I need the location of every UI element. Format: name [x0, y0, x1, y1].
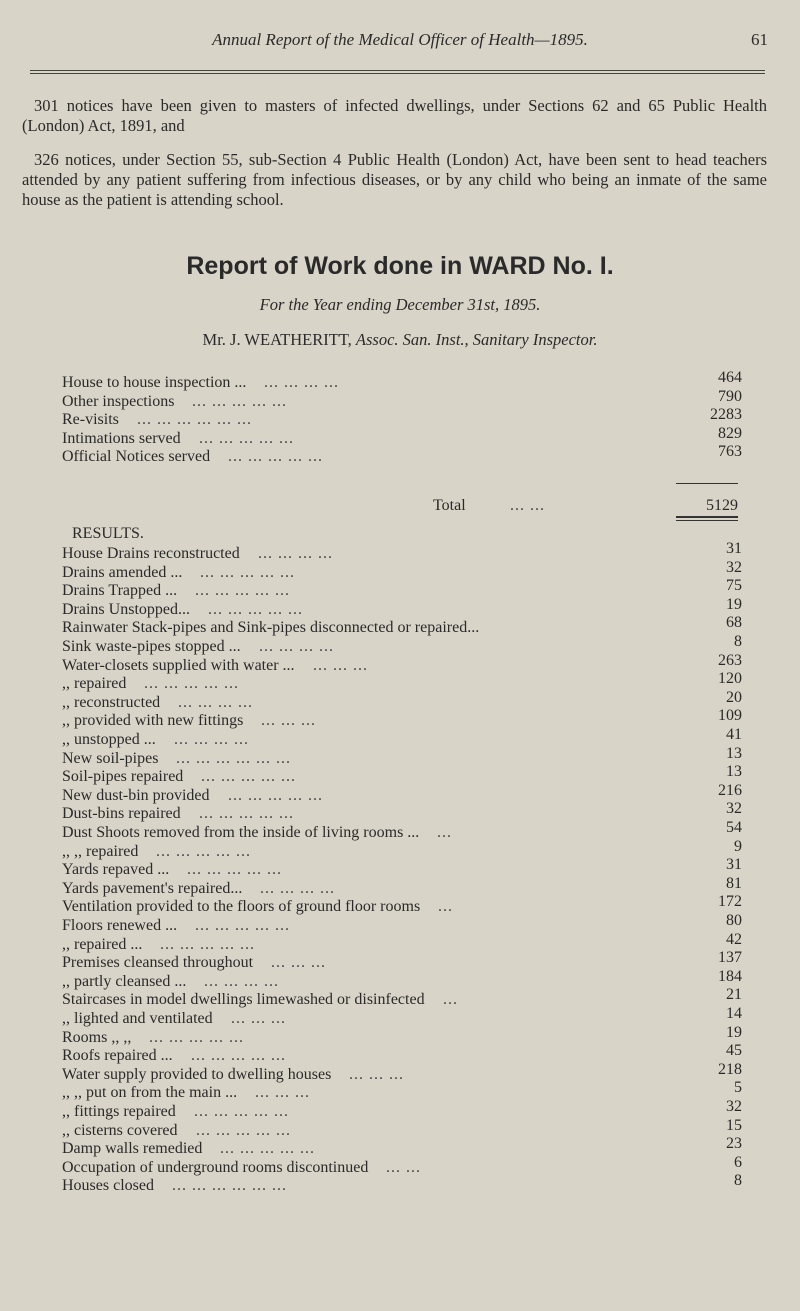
- row-dots: ... ... ... ... ...: [228, 786, 323, 804]
- row-label: ,, repaired ...: [62, 935, 143, 953]
- row-dots: ... ...: [386, 1158, 421, 1176]
- table-row: [62, 1042, 742, 1067]
- row-dots: ... ... ... ...: [174, 731, 249, 748]
- row-value: 790: [718, 387, 742, 405]
- row-value: 5: [734, 1079, 742, 1097]
- row-value: 19: [726, 1023, 742, 1041]
- row-label: Ventilation provided to the floors of ground floor rooms: [62, 898, 421, 916]
- row-label: Dust-bins repaired: [62, 805, 181, 823]
- row-dots: ... ... ...: [349, 1065, 404, 1083]
- table-row: [62, 986, 742, 1011]
- table-row: [62, 1116, 742, 1142]
- row-dots: ... ... ... ... ...: [228, 448, 323, 465]
- table-row: [62, 424, 742, 450]
- row-dots: ... ... ...: [255, 1084, 310, 1102]
- row-dots: ... ... ... ... ...: [208, 600, 303, 618]
- row-dots: ... ... ... ... ...: [199, 805, 294, 823]
- row-value: 20: [726, 688, 742, 706]
- row-value: 6: [734, 1153, 742, 1171]
- row-label: Yards pavement's repaired...: [62, 879, 243, 897]
- row-value: 19: [726, 595, 742, 613]
- row-dots: ... ... ... ...: [178, 693, 253, 711]
- row-dots: ... ... ... ... ... ...: [172, 1177, 287, 1195]
- running-title: Annual Report of the Medical Officer of Health—1895.: [212, 30, 588, 49]
- row-dots: ... ... ... ... ...: [192, 392, 287, 410]
- row-dots: ... ... ... ... ...: [195, 917, 290, 934]
- table-row: [62, 837, 742, 863]
- table-row: [62, 893, 742, 918]
- row-value: 464: [718, 369, 742, 386]
- row-value: 54: [726, 819, 742, 836]
- row-value: 829: [718, 424, 742, 442]
- row-dots: ... ... ... ... ...: [149, 1028, 244, 1046]
- row-label: ,, provided with new fittings: [62, 712, 244, 730]
- row-label: Rooms ,, ,,: [62, 1028, 132, 1046]
- row-label: Official Notices served: [62, 448, 211, 465]
- total-rule: [676, 483, 738, 484]
- row-label: ,, lighted and ventilated: [62, 1010, 213, 1027]
- row-value: 31: [726, 856, 742, 874]
- table-row: [62, 1098, 742, 1123]
- row-label: Drains Unstopped...: [62, 600, 190, 618]
- report-subtitle: For the Year ending December 31st, 1895.: [259, 295, 541, 314]
- inspector-line: [0, 330, 800, 350]
- page-header: [0, 30, 800, 54]
- row-dots: ... ... ...: [271, 954, 326, 972]
- row-value: 80: [726, 912, 742, 929]
- row-label: Water-closets supplied with water ...: [62, 656, 295, 674]
- table-row: [62, 912, 742, 937]
- row-label: ,, ,, repaired: [62, 842, 139, 860]
- row-value: 32: [726, 1098, 742, 1115]
- row-label: Staircases in model dwellings limewashed or disinfected: [62, 991, 425, 1009]
- row-label: Rainwater Stack-pipes and Sink-pipes disconnected or repaired...: [62, 619, 480, 637]
- table-row: [62, 633, 742, 658]
- row-value: 41: [726, 726, 742, 743]
- row-value: 68: [726, 614, 742, 632]
- table-row: [62, 819, 742, 844]
- row-dots: ... ... ... ... ...: [194, 1103, 289, 1120]
- row-value: 184: [718, 967, 742, 985]
- row-label: ,, unstopped ...: [62, 731, 156, 748]
- row-label: Floors renewed ...: [62, 917, 178, 934]
- row-value: 763: [718, 443, 742, 460]
- row-value: 109: [718, 707, 742, 725]
- table-row: [62, 856, 742, 881]
- row-value: 15: [726, 1116, 742, 1134]
- row-dots: ... ... ... ... ...: [160, 935, 255, 953]
- table-row: [62, 1060, 742, 1086]
- table-row: [62, 1079, 742, 1104]
- row-value: 75: [726, 577, 742, 595]
- row-value: 14: [726, 1005, 742, 1022]
- row-value: 216: [718, 781, 742, 799]
- row-value: 32: [726, 558, 742, 576]
- row-label: Damp walls remedied: [62, 1140, 203, 1158]
- row-value: 120: [718, 670, 742, 688]
- row-label: Premises cleansed throughout: [62, 954, 254, 972]
- table-row: [62, 387, 742, 413]
- table-row: [62, 781, 742, 807]
- table-row: [62, 670, 742, 695]
- table-row: [62, 1005, 742, 1030]
- row-label: ,, cisterns covered: [62, 1121, 178, 1139]
- inspector-name: Mr. J. WEATHERITT,: [202, 330, 352, 349]
- total-label: Total: [433, 497, 466, 514]
- row-dots: ... ... ... ... ...: [201, 768, 296, 786]
- row-value: 137: [718, 949, 742, 967]
- table-row: [62, 1135, 742, 1160]
- row-label: Yards repaved ...: [62, 861, 170, 879]
- row-value: 31: [726, 540, 742, 557]
- row-value: 81: [726, 874, 742, 892]
- row-dots: ... ... ...: [313, 656, 368, 674]
- row-dots: ...: [438, 898, 453, 916]
- row-dots: ... ... ...: [231, 1010, 286, 1027]
- row-label: ,, partly cleansed ...: [62, 972, 187, 990]
- table-row: [62, 707, 742, 732]
- row-dots: ... ... ... ... ...: [195, 582, 290, 600]
- table-row: [62, 1172, 742, 1197]
- row-dots: ... ... ... ...: [204, 972, 279, 990]
- table-row: [62, 688, 742, 714]
- row-label: Sink waste-pipes stopped ...: [62, 638, 241, 655]
- report-title: Report of Work done in WARD No. I.: [186, 252, 614, 280]
- total-rule: [676, 520, 738, 521]
- row-label: Re-visits: [62, 411, 119, 428]
- row-label: ,, reconstructed: [62, 693, 161, 711]
- row-value: 263: [718, 651, 742, 669]
- row-label: New dust-bin provided: [62, 786, 210, 804]
- table-row: [62, 744, 742, 770]
- table-row: [62, 369, 742, 394]
- paragraph-notices-masters: 301 notices have been given to masters of infected dwellings, under Sections 62 and 65 Public Health (London) Act, 1891, and: [22, 96, 767, 135]
- row-dots: ...: [443, 991, 458, 1009]
- inspector-role: Assoc. San. Inst., Sanitary Inspector.: [355, 330, 598, 349]
- row-dots: ...: [437, 824, 452, 841]
- results-heading: RESULTS.: [72, 525, 144, 542]
- table-row: [62, 651, 742, 677]
- row-dots: ... ... ... ... ...: [187, 861, 282, 879]
- total-rule: [676, 516, 738, 518]
- table-row: [62, 614, 742, 639]
- table-row: [62, 726, 742, 751]
- row-label: ,, ,, put on from the main ...: [62, 1084, 238, 1102]
- row-label: House Drains reconstructed: [62, 545, 240, 562]
- row-dots: ... ... ... ... ...: [220, 1140, 315, 1158]
- table-row: [62, 443, 742, 468]
- row-label: House to house inspection ...: [62, 374, 247, 391]
- row-dots: ... ... ... ... ... ...: [137, 411, 252, 428]
- row-label: Soil-pipes repaired: [62, 768, 184, 786]
- table-row: [62, 800, 742, 825]
- row-value: 23: [726, 1135, 742, 1153]
- row-value: 2283: [710, 406, 742, 423]
- header-rule: [30, 70, 765, 71]
- table-row: [62, 595, 742, 621]
- header-rule: [30, 73, 765, 74]
- row-dots: ... ... ... ... ...: [191, 1047, 286, 1065]
- row-value: 13: [726, 763, 742, 781]
- page-number: 61: [751, 30, 768, 49]
- row-value: 45: [726, 1042, 742, 1060]
- row-value: 32: [726, 800, 742, 818]
- row-dots: ... ... ... ...: [260, 879, 335, 897]
- row-value: 8: [734, 633, 742, 650]
- row-dots: ... ... ... ... ...: [196, 1121, 291, 1139]
- row-label: Water supply provided to dwelling houses: [62, 1065, 332, 1083]
- row-dots: ... ... ... ... ... ...: [176, 749, 291, 767]
- row-dots: ... ... ... ...: [258, 545, 333, 562]
- row-value: 218: [718, 1060, 742, 1078]
- table-row: [62, 540, 742, 565]
- row-dots: ... ... ... ... ...: [144, 675, 239, 693]
- row-label: New soil-pipes: [62, 749, 159, 767]
- row-label: Drains amended ...: [62, 563, 183, 581]
- table-row: [62, 406, 742, 431]
- row-value: 9: [734, 837, 742, 855]
- row-label: Dust Shoots removed from the inside of living rooms ...: [62, 824, 420, 841]
- row-value: 21: [726, 986, 742, 1004]
- row-label: ,, repaired: [62, 675, 127, 693]
- row-dots: ... ... ... ...: [259, 638, 334, 655]
- row-dots: ... ... ...: [261, 712, 316, 730]
- total-dots: ... ...: [510, 497, 545, 514]
- row-dots: ... ... ... ... ...: [156, 842, 251, 860]
- row-value: 42: [726, 930, 742, 948]
- table-row: [62, 763, 742, 788]
- table-row: [62, 558, 742, 584]
- row-label: ,, fittings repaired: [62, 1103, 176, 1120]
- row-label: Drains Trapped ...: [62, 582, 178, 600]
- table-row: [62, 1153, 742, 1179]
- row-value: 13: [726, 744, 742, 762]
- total-value: 5129: [706, 497, 738, 514]
- row-dots: ... ... ... ... ...: [199, 429, 294, 447]
- row-dots: ... ... ... ... ...: [200, 563, 295, 581]
- row-label: Occupation of underground rooms discontinued: [62, 1158, 369, 1176]
- row-label: Houses closed: [62, 1177, 154, 1195]
- row-value: 8: [734, 1172, 742, 1190]
- table-row: [62, 930, 742, 956]
- row-label: Other inspections: [62, 392, 175, 410]
- table-row: [62, 967, 742, 993]
- row-label: Roofs repaired ...: [62, 1047, 173, 1065]
- row-label: Intimations served: [62, 429, 181, 447]
- row-dots: ... ... ... ...: [264, 374, 339, 391]
- table-row: [62, 577, 742, 602]
- row-value: 172: [718, 893, 742, 911]
- table-row: [62, 949, 742, 974]
- paragraph-notices-teachers: 326 notices, under Section 55, sub-Section 4 Public Health (London) Act, have been sent to head teachers attended by any patient suffering from infectious diseases, or by any child who being an inmate of the same house as the patient is attending school.: [22, 150, 767, 209]
- table-row: [62, 874, 742, 900]
- table-row: [62, 1023, 742, 1049]
